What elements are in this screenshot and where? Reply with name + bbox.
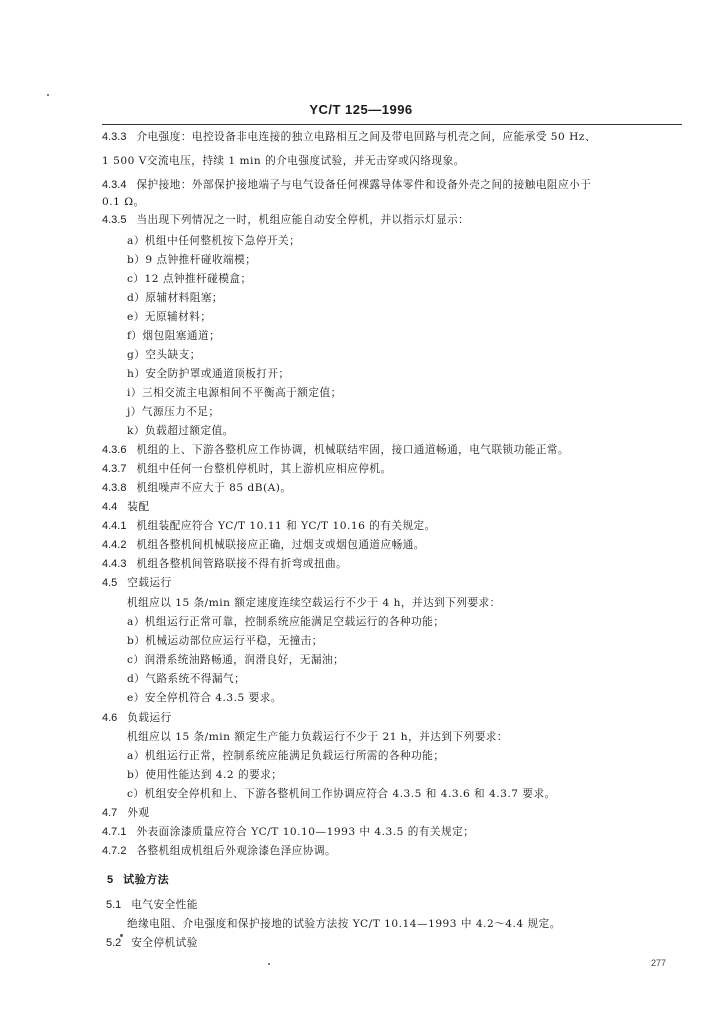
list-item — [127, 405, 220, 419]
clause-paragraph — [127, 917, 561, 931]
scan-speck — [268, 963, 270, 965]
scan-speck — [120, 934, 123, 937]
clause-text: 1 500 V交流电压，持续 1 min 的介电强度试验，并无击穿或闪络现象。 — [102, 155, 465, 167]
list-item — [127, 634, 323, 648]
clause-heading: 安全停机试验 — [131, 937, 198, 949]
clause-4-3-7 — [102, 462, 392, 476]
clause-4-3-4 — [102, 178, 591, 192]
clause-number: 4.3.6 — [102, 444, 127, 456]
clause-4-7-1 — [102, 825, 474, 839]
clause-text: 当出现下列情况之一时，机组应能自动安全停机，并以指示灯显示： — [136, 214, 470, 226]
clause-number: 4.3.3 — [102, 131, 127, 143]
clause-number: 4.4.2 — [102, 539, 127, 551]
clause-4-4-3 — [102, 557, 347, 571]
list-item-text: c）润滑系统油路畅通，润滑良好，无漏油； — [127, 654, 345, 666]
clause-text: 外表面涂漆质量应符合 YC/T 10.10—1993 中 4.3.5 的有关规定； — [136, 826, 475, 838]
clause-number: 4.3.5 — [102, 214, 127, 226]
clause-heading: 外观 — [127, 807, 150, 819]
list-item-text: e）安全停机符合 4.3.5 要求。 — [127, 692, 282, 704]
section-5-heading — [107, 873, 169, 887]
clause-4-3-5 — [102, 213, 469, 227]
clause-4-4-2 — [102, 538, 425, 552]
clause-text: 机组噪声不应大于 85 dB(A)。 — [136, 482, 292, 494]
clause-heading: 空载运行 — [127, 577, 172, 589]
list-item — [127, 749, 444, 763]
clause-4-3-3 — [102, 130, 596, 144]
list-item — [127, 787, 556, 801]
clause-number: 4.4 — [102, 501, 118, 513]
list-item-text: c）机组安全停机和上、下游各整机间工作协调应符合 4.3.5 和 4.3.6 和 4.3.7 要求。 — [127, 788, 556, 800]
clause-paragraph — [127, 730, 508, 744]
clause-number: 4.4.3 — [102, 558, 127, 570]
list-item — [127, 424, 234, 438]
list-item-text: a）机组运行正常可靠，控制系统应能满足空载运行的各种功能； — [127, 616, 445, 628]
list-item-text: d）原辅材料阻塞； — [127, 292, 224, 304]
list-item-text: b）机械运动部位应运行平稳，无撞击； — [127, 635, 323, 647]
clause-number: 4.7 — [102, 807, 118, 819]
section-number: 5 — [107, 874, 114, 886]
clause-4-3-8 — [102, 481, 292, 495]
clause-number: 5.2 — [106, 937, 122, 949]
clause-4-4 — [102, 500, 149, 514]
scan-speck — [47, 94, 49, 96]
list-item — [127, 234, 300, 248]
paragraph-text: 机组应以 15 条/min 额定生产能力负载运行不少于 21 h，并达到下列要求： — [127, 731, 508, 743]
clause-continuation — [102, 154, 465, 168]
clause-text: 机组中任何一台整机停机时，其上游机应相应停机。 — [136, 463, 392, 475]
clause-4-6 — [102, 711, 172, 725]
list-item-text: j）气源压力不足； — [127, 406, 220, 418]
list-item — [127, 291, 223, 305]
clause-heading: 负载运行 — [127, 712, 172, 724]
clause-text: 保护接地：外部保护接地端子与电气设备任何裸露导体零件和设备外壳之间的接触电阻应小于 — [136, 179, 592, 191]
list-item-text: g）空头缺支； — [127, 349, 201, 361]
clause-4-3-6 — [102, 443, 569, 457]
list-item — [127, 348, 201, 362]
clause-text: 介电强度：电控设备非电连接的独立电路相互之间及带电回路与机壳之间，应能承受 50 Hz、 — [136, 131, 597, 143]
list-item-text: a）机组中任何整机按下急停开关； — [127, 235, 301, 247]
page-header: YC/T 125—1996 — [309, 102, 413, 117]
list-item-text: f）烟包阻塞通道； — [127, 330, 221, 342]
clause-text: 机组各整机间机械联接应正确，过烟支或烟包通道应畅通。 — [136, 539, 425, 551]
clause-number: 4.7.2 — [102, 845, 127, 857]
clause-5-1 — [106, 898, 198, 912]
clause-paragraph — [127, 596, 501, 610]
header-rule — [102, 124, 682, 125]
list-item-text: i）三相交流主电源相间不平衡高于额定值； — [127, 387, 342, 399]
clause-text: 机组的上、下游各整机应工作协调，机械联结牢固，接口通道畅通，电气联锁功能正常。 — [136, 444, 570, 456]
list-item — [127, 329, 220, 343]
list-item — [127, 691, 282, 705]
list-item-text: k）负载超过额定值。 — [127, 425, 234, 437]
list-item-text: d）气路系统不得漏气； — [127, 673, 246, 685]
clause-number: 4.5 — [102, 577, 118, 589]
clause-number: 5.1 — [106, 899, 122, 911]
list-item-text: c）12 点钟推杆碰模盒； — [127, 273, 252, 285]
clause-number: 4.6 — [102, 712, 118, 724]
list-item — [127, 615, 444, 629]
clause-heading: 装配 — [127, 501, 150, 513]
clause-text: 机组装配应符合 YC/T 10.11 和 YC/T 10.16 的有关规定。 — [136, 520, 436, 532]
clause-number: 4.7.1 — [102, 826, 127, 838]
clause-4-5 — [102, 576, 172, 590]
clause-number: 4.4.1 — [102, 520, 127, 532]
paragraph-text: 机组应以 15 条/min 额定速度连续空载运行不少于 4 h，并达到下列要求： — [127, 597, 501, 609]
list-item — [127, 310, 211, 324]
clause-5-2 — [106, 936, 198, 950]
list-item-text: b）使用性能达到 4.2 的要求； — [127, 769, 283, 781]
list-item — [127, 253, 256, 267]
clause-number: 4.3.7 — [102, 463, 127, 475]
section-title: 试验方法 — [123, 873, 170, 886]
list-item — [127, 386, 342, 400]
clause-number: 4.3.8 — [102, 482, 127, 494]
list-item — [127, 272, 252, 286]
page-number: 277 — [651, 958, 667, 968]
list-item-text: e）无原辅材料； — [127, 311, 212, 323]
list-item — [127, 672, 245, 686]
list-item — [127, 367, 290, 381]
clause-4-7 — [102, 806, 149, 820]
clause-text: 各整机组成机组后外观涂漆色泽应协调。 — [136, 845, 337, 857]
clause-continuation — [102, 195, 145, 209]
clause-4-4-1 — [102, 519, 436, 533]
list-item-text: h）安全防护罩或通道顶板打开； — [127, 368, 290, 380]
paragraph-text: 绝缘电阻、介电强度和保护接地的试验方法按 YC/T 10.14—1993 中 4.2～4.4 规定。 — [127, 918, 561, 930]
list-item-text: a）机组运行正常，控制系统应能满足负载运行所需的各种功能； — [127, 750, 445, 762]
clause-heading: 电气安全性能 — [131, 899, 198, 911]
clause-4-7-2 — [102, 844, 336, 858]
list-item — [127, 653, 344, 667]
clause-text: 机组各整机间管路联接不得有折弯或扭曲。 — [136, 558, 348, 570]
list-item — [127, 768, 282, 782]
list-item-text: b）9 点钟推杆碰收端模； — [127, 254, 257, 266]
clause-number: 4.3.4 — [102, 179, 127, 191]
clause-text: 0.1 Ω。 — [102, 196, 145, 208]
